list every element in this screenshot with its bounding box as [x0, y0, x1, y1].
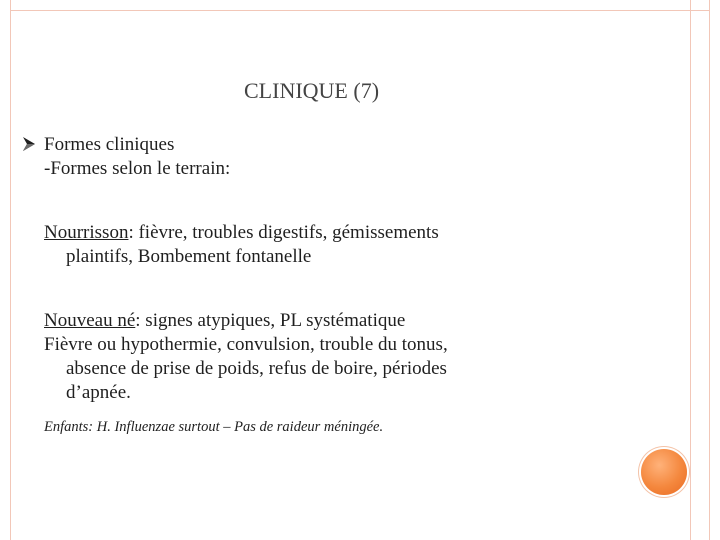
- nouveau-ne-line-1: [44, 309, 604, 333]
- frame-left-border: [10, 0, 11, 540]
- nourrisson-line-2: plaintifs, Bombement fontanelle: [66, 246, 312, 267]
- nourrisson-term: Nourrisson: [44, 222, 129, 243]
- nouveau-ne-desc-1: : signes atypiques, PL systématique: [135, 310, 406, 331]
- orange-circle-decoration: [641, 449, 687, 495]
- arrow-bullet-icon: [22, 136, 36, 152]
- bullet-text: Formes cliniques: [44, 134, 175, 155]
- nouveau-ne-term: Nouveau né: [44, 310, 136, 331]
- enfants-note: Enfants: H. Influenzae surtout – Pas de raideur méningée.: [44, 419, 384, 435]
- nouveau-ne-line-3: absence de prise de poids, refus de boire, périodes: [66, 358, 447, 379]
- slide-content: [44, 133, 604, 439]
- slide-title: CLINIQUE (7): [244, 78, 380, 103]
- frame-right-band: [690, 0, 710, 540]
- nouveau-ne-line-2: Fièvre ou hypothermie, convulsion, trouble du tonus,: [44, 334, 448, 355]
- nourrisson-desc-1: : fièvre, troubles digestifs, gémissements: [128, 222, 439, 243]
- nouveau-ne-line-4: d’apnée.: [66, 382, 131, 403]
- bullet-item-formes-cliniques: [22, 133, 604, 157]
- frame-top-border: [10, 10, 710, 11]
- subheading: -Formes selon le terrain:: [44, 158, 231, 179]
- nourrisson-line-1: [44, 221, 604, 245]
